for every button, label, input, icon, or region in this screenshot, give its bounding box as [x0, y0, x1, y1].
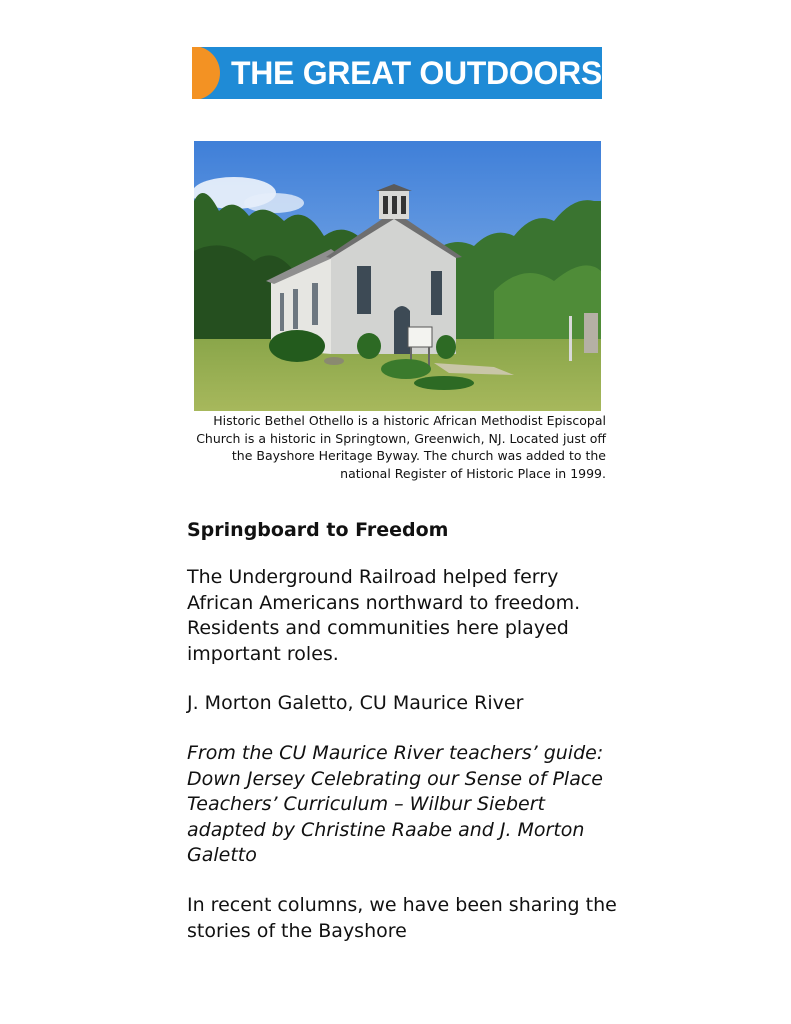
article-heading: Springboard to Freedom	[187, 519, 449, 541]
banner-orange-disc	[192, 47, 220, 99]
banner-title: THE GREAT OUTDOORS	[231, 55, 602, 91]
article-body	[187, 516, 617, 968]
intro-paragraph: The Underground Railroad helped ferry African Americans northward to freedom. Residents and communities here played important roles.	[187, 566, 581, 665]
source-note: From the CU Maurice River teachers’ guide: Down Jersey Celebrating our Sense of Place Teachers’ Curriculum – Wilbur Siebert adapted by Christine Raabe and J. Morton Galetto	[187, 741, 604, 867]
photo-caption: Historic Bethel Othello is a historic African Methodist Episcopal Church is a historic in Springtown, Greenwich, NJ. Located just off the Bayshore Heritage Byway. The church was added to the national Register of Historic Place in 1999.	[196, 413, 606, 481]
body-paragraph: In recent columns, we have been sharing the stories of the Bayshore	[187, 893, 617, 942]
church-photo	[194, 141, 601, 411]
byline: J. Morton Galetto, CU Maurice River	[187, 692, 524, 715]
column-banner	[192, 47, 602, 99]
